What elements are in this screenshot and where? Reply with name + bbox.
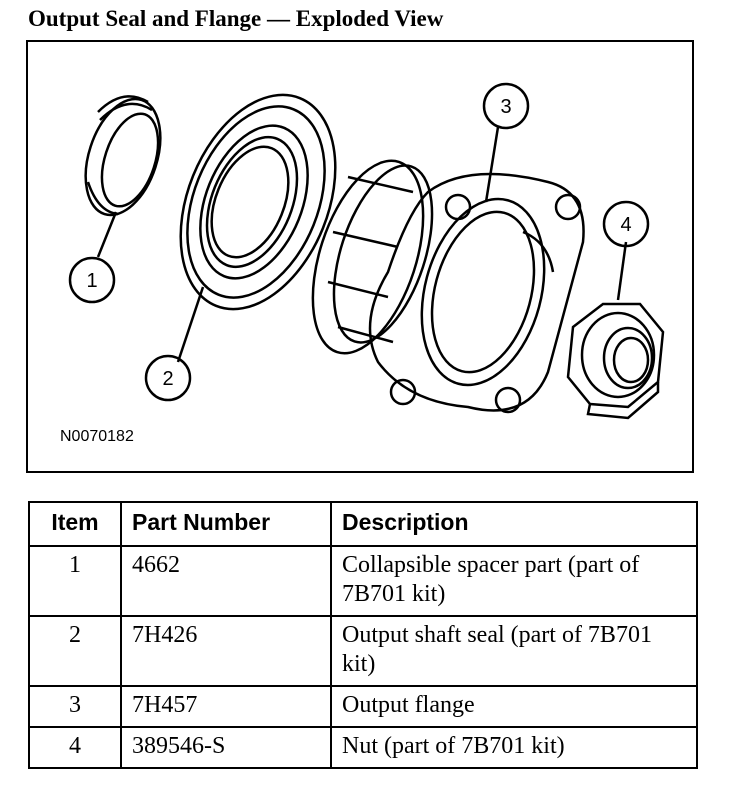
callout-4: 4 [620, 214, 632, 236]
cell-part-number: 7H426 [121, 616, 331, 686]
nut-drawing [568, 304, 663, 418]
cell-description: Nut (part of 7B701 kit) [331, 727, 697, 768]
cell-part-number: 389546-S [121, 727, 331, 768]
header-item: Item [29, 502, 121, 546]
table-row [29, 727, 697, 768]
table-row [29, 686, 697, 727]
cell-part-number: 7H457 [121, 686, 331, 727]
table-row [29, 616, 697, 686]
header-part-number: Part Number [121, 502, 331, 546]
table-header-row [29, 502, 697, 546]
page-title: Output Seal and Flange — Exploded View [28, 6, 444, 31]
cell-description: Output flange [331, 686, 697, 727]
cell-description: Collapsible spacer part (part of 7B701 kit) [331, 546, 697, 616]
exploded-view-figure [26, 40, 694, 473]
callout-3: 3 [500, 96, 512, 118]
cell-item: 4 [29, 727, 121, 768]
cell-description: Output shaft seal (part of 7B701 kit) [331, 616, 697, 686]
callout-1: 1 [86, 270, 98, 292]
cell-item: 2 [29, 616, 121, 686]
exploded-view-drawing [28, 42, 692, 471]
callout-2: 2 [162, 368, 174, 390]
spacer-drawing [72, 89, 174, 224]
cell-part-number: 4662 [121, 546, 331, 616]
header-description: Description [331, 502, 697, 546]
figure-id: N0070182 [60, 428, 134, 445]
cell-item: 1 [29, 546, 121, 616]
cell-item: 3 [29, 686, 121, 727]
parts-table [28, 501, 698, 769]
table-row [29, 546, 697, 616]
